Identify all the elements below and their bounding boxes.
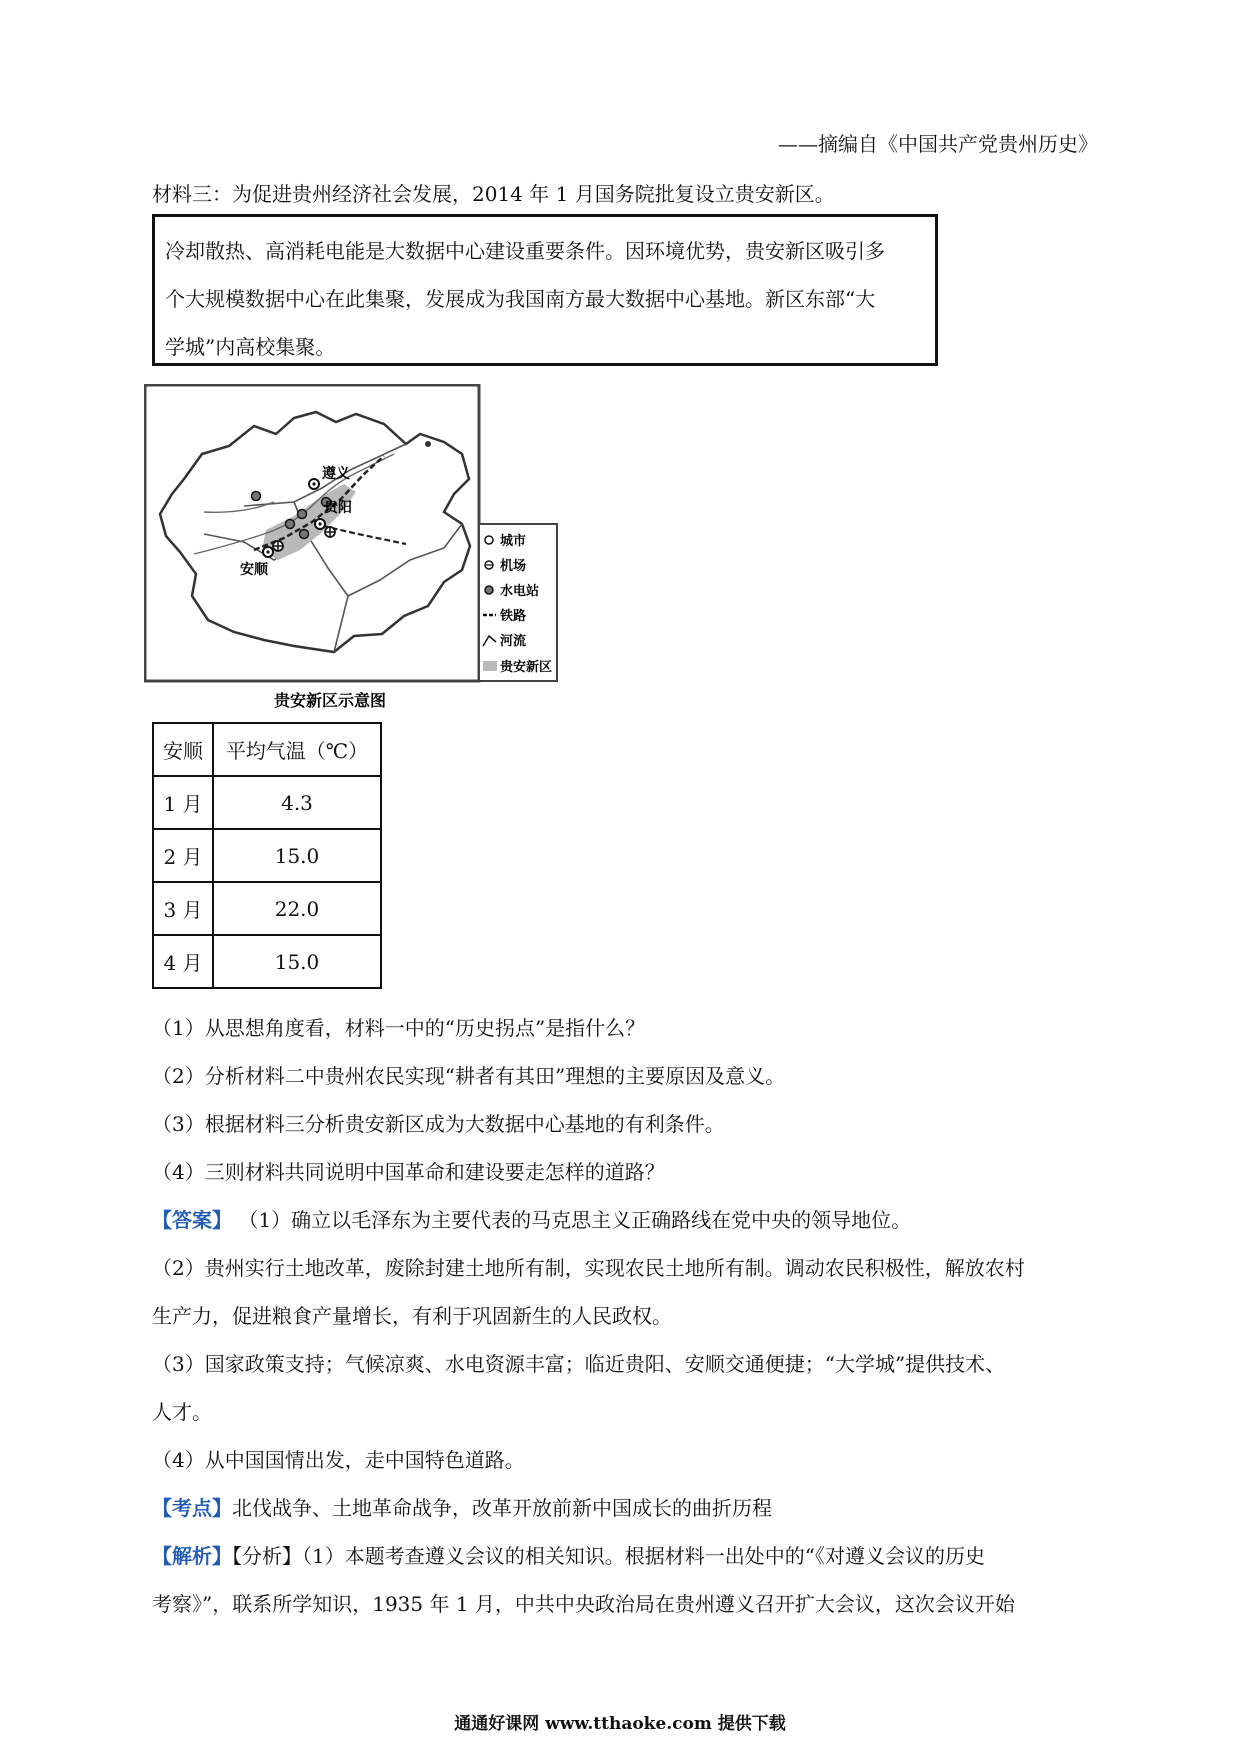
guian-map	[144, 384, 564, 714]
answer-3-line2: 人才。	[152, 1400, 212, 1424]
answer-1: （1）确立以毛泽东为主要代表的马克思主义正确路线在党中央的领导地位。	[238, 1208, 912, 1232]
page-footer: 通通好课网 www.tthaoke.com 提供下载	[454, 1714, 786, 1734]
legend-railway: 铁路	[500, 609, 527, 624]
table-cell: 15.0	[213, 935, 381, 988]
question-1: （1）从思想角度看，材料一中的“历史拐点”是指什么？	[152, 1016, 646, 1040]
material3-intro: 材料三：为促进贵州经济社会发展，2014 年 1 月国务院批复设立贵安新区。	[152, 182, 835, 206]
legend-city-icon	[485, 536, 493, 544]
table-cell: 3 月	[153, 882, 213, 935]
box-line: 个大规模数据中心在此集聚，发展成为我国南方最大数据中心基地。新区东部“大	[165, 287, 876, 311]
temperature-table	[152, 722, 382, 989]
table-row	[153, 829, 381, 882]
legend-river: 河流	[500, 634, 527, 649]
question-4: （4）三则材料共同说明中国革命和建设要走怎样的道路？	[152, 1160, 665, 1184]
material3-box	[152, 214, 938, 366]
legend-city: 城市	[500, 534, 527, 549]
kaodian-line	[152, 1494, 772, 1522]
answer-2-line2: 生产力，促进粮食产量增长，有利于巩固新生的人民政权。	[152, 1304, 672, 1328]
jiexi-line-1	[152, 1542, 985, 1570]
label-zunyi: 遵义	[322, 466, 350, 482]
airport-marker	[325, 527, 335, 537]
guian-map-figure	[144, 384, 564, 714]
table-header: 安顺	[153, 723, 213, 776]
answer-tag: 【答案】	[152, 1208, 232, 1232]
source-citation: ——摘编自《中国共产党贵州历史》	[778, 132, 1098, 156]
map-legend	[479, 524, 557, 681]
airport-marker	[273, 541, 283, 551]
label-anshun: 安顺	[240, 562, 268, 578]
table-row	[153, 882, 381, 935]
answer-2-line1: （2）贵州实行土地改革，废除封建土地所有制，实现农民土地所有制。调动农民积极性，解放农村	[152, 1256, 1025, 1280]
table-cell: 15.0	[213, 829, 381, 882]
legend-hydro: 水电站	[500, 584, 540, 599]
legend-airport: 机场	[500, 559, 527, 574]
map-caption: 贵安新区示意图	[274, 691, 387, 710]
question-3: （3）根据材料三分析贵安新区成为大数据中心基地的有利条件。	[152, 1112, 725, 1136]
label-guiyang: 贵阳	[324, 500, 352, 516]
box-line: 冷却散热、高消耗电能是大数据中心建设重要条件。因环境优势，贵安新区吸引多	[165, 239, 885, 263]
question-2: （2）分析材料二中贵州农民实现“耕者有其田”理想的主要原因及意义。	[152, 1064, 786, 1088]
table-header: 平均气温（℃）	[213, 723, 381, 776]
table-header-row	[153, 723, 381, 776]
table-cell: 4.3	[213, 776, 381, 829]
kaodian-text: 北伐战争、土地革命战争，改革开放前新中国成长的曲折历程	[232, 1496, 772, 1520]
kaodian-tag: 【考点】	[152, 1496, 232, 1520]
table-cell: 22.0	[213, 882, 381, 935]
legend-airport-icon	[485, 561, 493, 569]
table-cell: 4 月	[153, 935, 213, 988]
answer-line-1	[152, 1206, 911, 1234]
table-row	[153, 776, 381, 829]
legend-newdistrict-icon	[483, 661, 497, 671]
answer-3-line1: （3）国家政策支持；气候凉爽、水电资源丰富；临近贵阳、安顺交通便捷；“大学城”提供技术、	[152, 1352, 1006, 1376]
table-row	[153, 935, 381, 988]
jiexi-line-2: 考察》”，联系所学知识，1935 年 1 月，中共中央政治局在贵州遵义召开扩大会议，这次会议开始	[152, 1592, 1015, 1616]
table-cell: 2 月	[153, 829, 213, 882]
table-cell: 1 月	[153, 776, 213, 829]
legend-hydro-icon	[485, 586, 493, 594]
box-line: 学城”内高校集聚。	[165, 335, 336, 359]
jiexi-text-1: 【分析】（1）本题考查遵义会议的相关知识。根据材料一出处中的“《对遵义会议的历史	[232, 1544, 985, 1568]
jiexi-tag: 【解析】	[152, 1544, 232, 1568]
legend-newdistrict: 贵安新区	[500, 660, 553, 675]
answer-4: （4）从中国国情出发，走中国特色道路。	[152, 1448, 525, 1472]
